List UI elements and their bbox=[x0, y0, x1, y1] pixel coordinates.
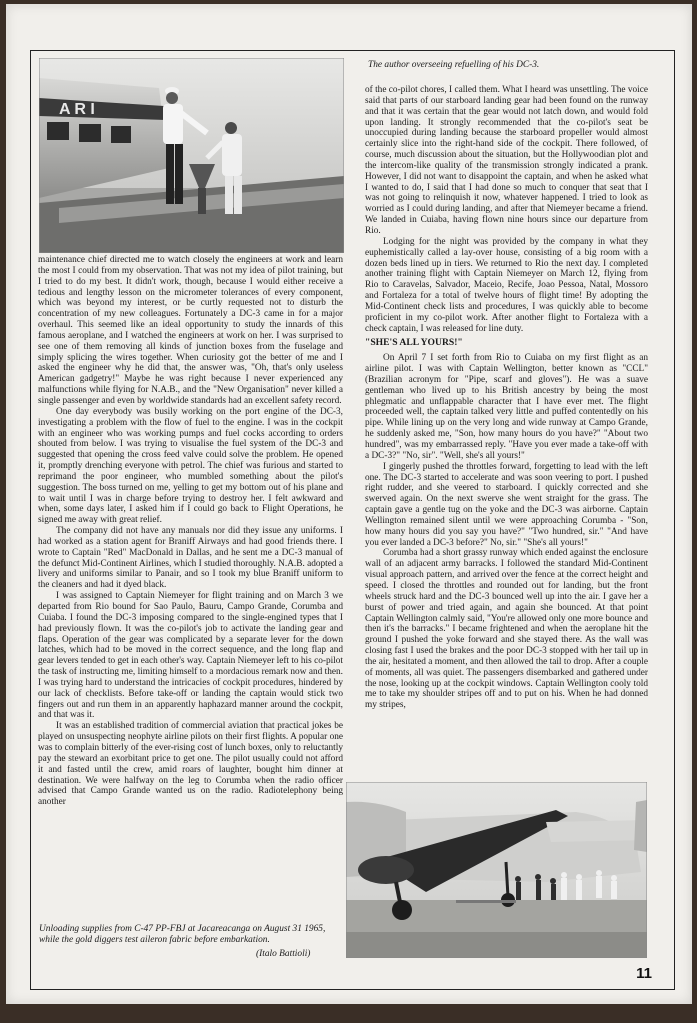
right-column bbox=[365, 85, 648, 737]
left-column bbox=[38, 255, 343, 918]
paragraph: On April 7 I set forth from Rio to Cuiaba on my first flight as an airline pilot. I was with Captain Wellington, better known as "CCL" (Brazilian acronym for "Pipe, scarf and gloves"). He was a suave gentleman who lived up to his British ancestry by being the most phlegmatic and unflappable character that I have ever met. The flight proceeded well, the captain talked very little and puffed contentedly on his pipe. While lining up on the very long and wide runway at Campo Grande, he suddenly asked me, "Son, how many hours do you have?" "About two hundred", was my embarrassed reply. "Have you ever made a take-off with a DC-3?" "No, sir". "Well, she's all yours!" bbox=[365, 353, 648, 461]
photo-refuelling bbox=[39, 58, 344, 253]
photo-credit: (Italo Battioli) bbox=[256, 949, 311, 959]
paragraph: Lodging for the night was provided by the company in what they euphemistically called a lay-over house, consisting of a big room with a dozen beds lined up in tiers. We returned to Rio the next day. I completed another training flight with Captain Niemeyer on March 12, flying from Rio to Caravelas, Salvador, Maceio, Recife, Joao Pessoa, Natal, Mossoro and Fortaleza for a total of twelve hours of flight time! By adopting the Mid-Continent check lists and procedures, I was quickly able to become proficient in my co-pilot work. After another flight to Fortaleza with a check captain, I was released for line duty. bbox=[365, 236, 648, 334]
paragraph: I gingerly pushed the throttles forward, forgetting to lead with the left one. The DC-3 started to accelerate and was soon veering to port. I pushed right rudder, and she veered to starboard. I quickly corrected and she swerved again. On the next swerve she went straight for the grass. The captain gave a gentle tug on the yoke and the DC-3 was airborne. Captain Wellington remained silent until we were approaching Corumba - "Son, how many hours did you say you have?" "Two hundred, sir." "And have you ever landed a DC-3 before?" No, sir." "She's all yours!" bbox=[365, 461, 648, 548]
fuselage-lettering: A R I bbox=[59, 101, 95, 118]
refuelling-illustration bbox=[39, 58, 344, 253]
paragraph: of the co-pilot chores, I called them. What I heard was unsettling. The voice said that parts of our starboard landing gear had been found on the runway and that it was certain that the gear would not latch down, and would fold upon landing. It strongly recommended that the co-pilot's seat be unoccupied during landing because the starboard propeller would almost certainly slice into the right-hand side of the cockpit. There followed, of course, much discussion about the situation, but the Hollywoodian plot and the intercom-like quality of the transmission strongly indicated a prank. However, I did not want to disappoint the captain, and when he asked what I wanted to do, I said that I had done so much to conquer that seat that I was not going to relinquish it now, whatever happened. I tried to look as worried as I could during landing, and after that Niemeyer became a friend. We landed in Cuiaba, having flown nine hours since our departure from Rio. bbox=[365, 85, 648, 236]
paragraph: It was an established tradition of commercial aviation that practical jokes be played on unsuspecting neophyte airline pilots on their first flights. A popular one was to complain bitterly of the ever-rising cost of lunch boxes, only to reluctantly pay the steward an exorbitant price to get one. The pilot usually could not afford it and fasted until the crew, amid roars of laughter, bought him dinner at destination. We were halfway on the leg to Corumba when the radio officer advised that Campo Grande wanted us on the radio. Radiotelephony being another bbox=[38, 721, 343, 808]
page-number: 11 bbox=[636, 965, 652, 982]
top-photo-caption: The author overseeing refuelling of his DC-3. bbox=[368, 60, 540, 70]
paragraph: One day everybody was busily working on the port engine of the DC-3, investigating a problem with the flow of fuel to the engine. I was in the cockpit with an engineer who was working pumps and fuel cocks according to orders shouted from below. I was trying to visualise the fuel system of the DC-3 and suggested that opening the cross feed valve could solve the problem. He opened it, promptly drenching everyone with petrol. The chief was furious and started to reprimand the poor engineer, who mumbled something about the pilot's suggestion. The boss turned on me, yelling to get my bottom out of his plane and to wait until I was in charge before trying to destroy her. I felt awkward and when, some days later, I asked him if I could go back to Flight Operations, he signed me away with great relief. bbox=[38, 406, 343, 526]
paragraph: The company did not have any manuals nor did they issue any uniforms. I had worked as a station agent for Braniff Airways and had good friends there. I wrote to Captain "Red" MacDonald in Dallas, and he sent me a DC-3 manual of the defunct Mid-Continent Airlines, which I studied thoroughly. N.A.B. adopted a livery and uniforms similar to Panair, and so I took my blue Braniff uniform to the cleaners and had it dyed black. bbox=[38, 526, 343, 591]
paragraph: maintenance chief directed me to watch closely the engineers at work and learn the most I could from my observation. That was not my idea of pilot training, but I tried to do my best. It didn't work, though, because I would either receive a tedious and lengthy lesson on the micrometer tolerances of every component, which was beyond my interest, or be curtly requested not to disturb the concentration of my new colleagues. Fortunately a DC-3 came in for a major overhaul. This seemed like an ideal opportunity to study the innards of this famous aeroplane, and I watched the engineers at work on her. I was surprised to see one of them removing all kinds of junction boxes from the fuselage and simply splicing the wires together. When curiosity got the better of me and I asked the engineer why he did that, the answer was, "Oh, that's only useless American gadgetry!" Maybe he was right because I never experienced any malfunctions while flying for N.A.B., and the "New Organisation" never killed a single passenger and even by worldwide standards had an excellent safety record. bbox=[38, 255, 343, 406]
photo-c47-unloading bbox=[346, 782, 647, 958]
paragraph: Corumba had a short grassy runway which ended against the enclosure wall of an adjacent army barracks. I followed the standard Mid-Continent visual approach pattern, and arrived over the fence at the correct height and speed. I closed the throttles and rounded out for landing, but the front wheels struck hard and the DC-3 bounced well up into the air. I gave her a burst of power and tried again, and again she bounced. At that point Captain Wellington calmly said, "You're allowed only one more bounce and then it's the barracks." I became frightened and when the aeroplane hit the ground I pushed the yoke forward and she stayed there. As the wall was closing fast I used the brakes and the poor DC-3 stopped with her tail up in the air, hesitated a moment, and then allowed the tail to drop. After a couple of moments, all was quiet. The passengers disembarked and gathered under the nose, looking up at the cockpit windows. Captain Wellington cooly told me to take my shoulder stripes off and to put on his. When he had donned my stripes, bbox=[365, 548, 648, 711]
aircraft-illustration bbox=[346, 782, 647, 958]
paragraph: I was assigned to Captain Niemeyer for flight training and on March 3 we departed from Rio bound for Sao Paulo, Bauru, Campo Grande, Corumba and Cuiaba. I found the DC-3 imposing compared to the single-engined types that I had previously flown. It was the co-pilot's job to activate the landing gear and flaps. Operation of the gear was complicated by a separate lever for the down latches, which had to be moved in the correct sequence, and the long flap and gear levers tended to get in each other's way. Captain Niemeyer left to his co-pilot the task of instructing me, limiting himself to a mordacious remark now and then. I was trying hard to understand the intricacies of cockpit procedures, hindered by our lack of checklists. Before take-off or landing the captain would stick two fingers out and run them in an apparently haphazard manner around the cockpit, and that was it. bbox=[38, 591, 343, 721]
section-heading: "SHE'S ALL YOURS!" bbox=[365, 337, 463, 349]
bottom-photo-caption: Unloading supplies from C-47 PP-FBJ at Jacareacanga on August 31 1965, while the gold diggers test aileron fabric before embarkation. bbox=[39, 924, 326, 945]
magazine-page bbox=[6, 4, 692, 1004]
